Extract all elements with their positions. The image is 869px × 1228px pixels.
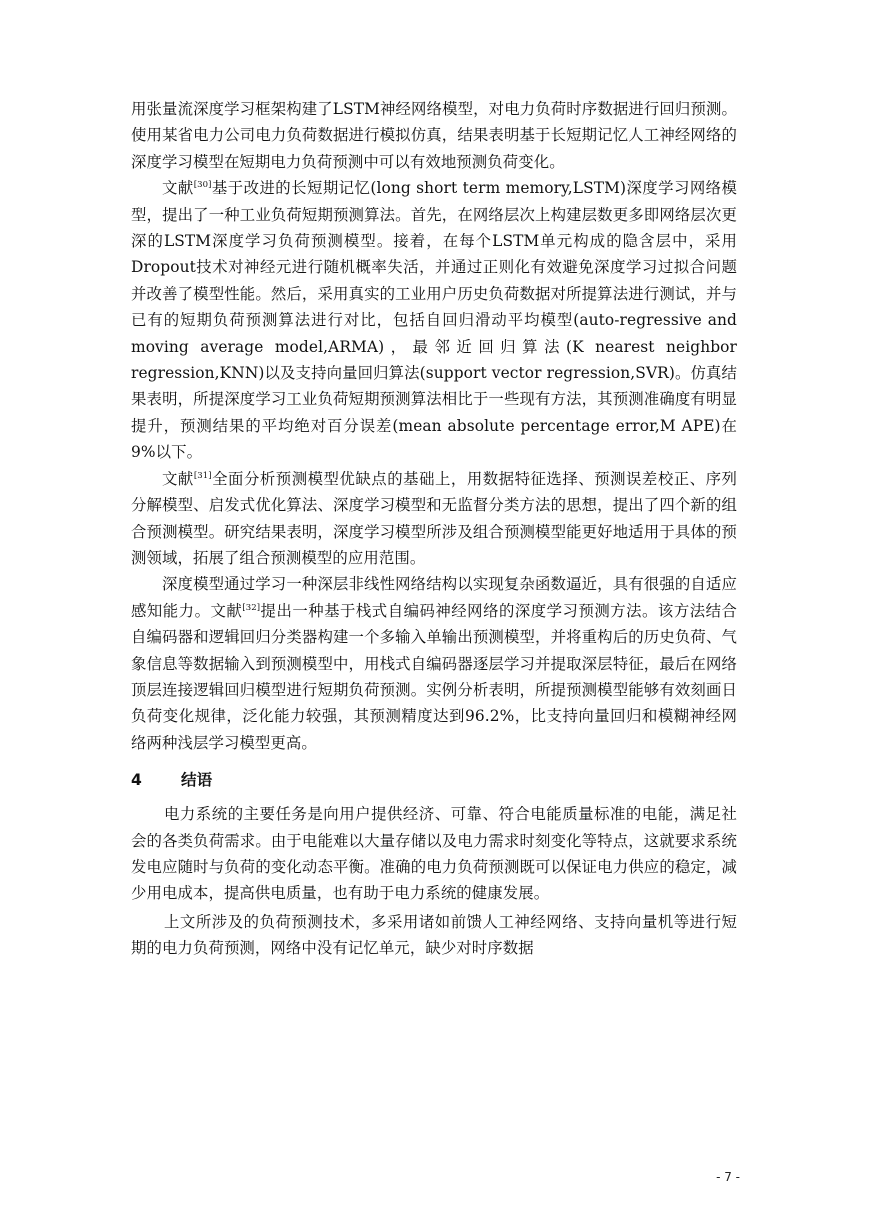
page-number: - 7 -	[716, 1170, 740, 1184]
paragraph-conclusion-1: 电力系统的主要任务是向用户提供经济、可靠、符合电能质量标准的电能，满足社会的各类负荷需求。由于电能难以大量存储以及电力需求时刻变化等特点，这就要求系统发电应随时与负荷的变化动态平衡。准确的电力负荷预测既可以保证电力供应的稳定，减少用电成本，提高供电质量，也有助于电力系统的健康发展。	[131, 805, 737, 903]
citation-31: [31]	[193, 470, 212, 481]
paragraph-ref-32: 深度模型通过学习一种深层非线性网络结构以实现复杂函数逼近，具有很强的自适应感知能力。文献[32]提出一种基于栈式自编码神经网络的深度学习预测方法。该方法结合自编码器和逻辑回归分类器构建一个多输入单输出预测模型，并将重构后的历史负荷、气象信息等数据输入到预测模型中，用栈式自编码器逐层学习并提取深层特征，最后在网络顶层连接逻辑回归模型进行短期负荷预测。实例分析表明，所提预测模型能够有效刻画日负荷变化规律，泛化能力较强，其预测精度达到96.2%，比支持向量回归和模糊神经网络两种浅层学习模型更高。	[131, 575, 737, 752]
section-heading	[131, 767, 737, 793]
section-title: 结语	[181, 771, 213, 790]
citation-30: [30]	[193, 180, 212, 191]
citation-32: [32]	[242, 602, 261, 613]
paragraph-ref-30: 文献[30]基于改进的长短期记忆(long short term memory,LSTM)深度学习网络模型，提出了一种工业负荷短期预测算法。首先，在网络层次上构建层数更多即网络层次更深的LSTM深度学习负荷预测模型。接着，在每个LSTM单元构成的隐含层中，采用Dropout技术对神经元进行随机概率失活，并通过正则化有效避免深度学习过拟合问题并改善了模型性能。然后，采用真实的工业用户历史负荷数据对所提算法进行测试，并与已有的短期负荷预测算法进行对比，包括自回归滑动平均模型(auto-regressive and moving average model,ARMA)，最邻近回归算法(K nearest neighbor regression,KNN)以及支持向量回归算法(support vector regression,SVR)。仿真结果表明，所提深度学习工业负荷短期预测算法相比于一些现有方法，其预测准确度有明显提升，预测结果的平均绝对百分误差(mean absolute percentage error,M APE)在9%以下。	[131, 179, 737, 462]
paragraph-lstm-intro: 用张量流深度学习框架构建了LSTM神经网络模型，对电力负荷时序数据进行回归预测。使用某省电力公司电力负荷数据进行模拟仿真，结果表明基于长短期记忆人工神经网络的深度学习模型在短期电力负荷预测中可以有效地预测负荷变化。	[131, 100, 737, 171]
paragraph-ref-31: 文献[31]全面分析预测模型优缺点的基础上，用数据特征选择、预测误差校正、序列分解模型、启发式优化算法、深度学习模型和无监督分类方法的思想，提出了四个新的组合预测模型。研究结果表明，深度学习模型所涉及组合预测模型能更好地适用于具体的预测领域，拓展了组合预测模型的应用范围。	[131, 469, 737, 567]
section-number: 4	[131, 771, 142, 790]
paragraph-conclusion-2: 上文所涉及的负荷预测技术，多采用诸如前馈人工神经网络、支持向量机等进行短期的电力负荷预测，网络中没有记忆单元，缺少对时序数据	[131, 912, 737, 958]
body-text	[131, 96, 737, 962]
